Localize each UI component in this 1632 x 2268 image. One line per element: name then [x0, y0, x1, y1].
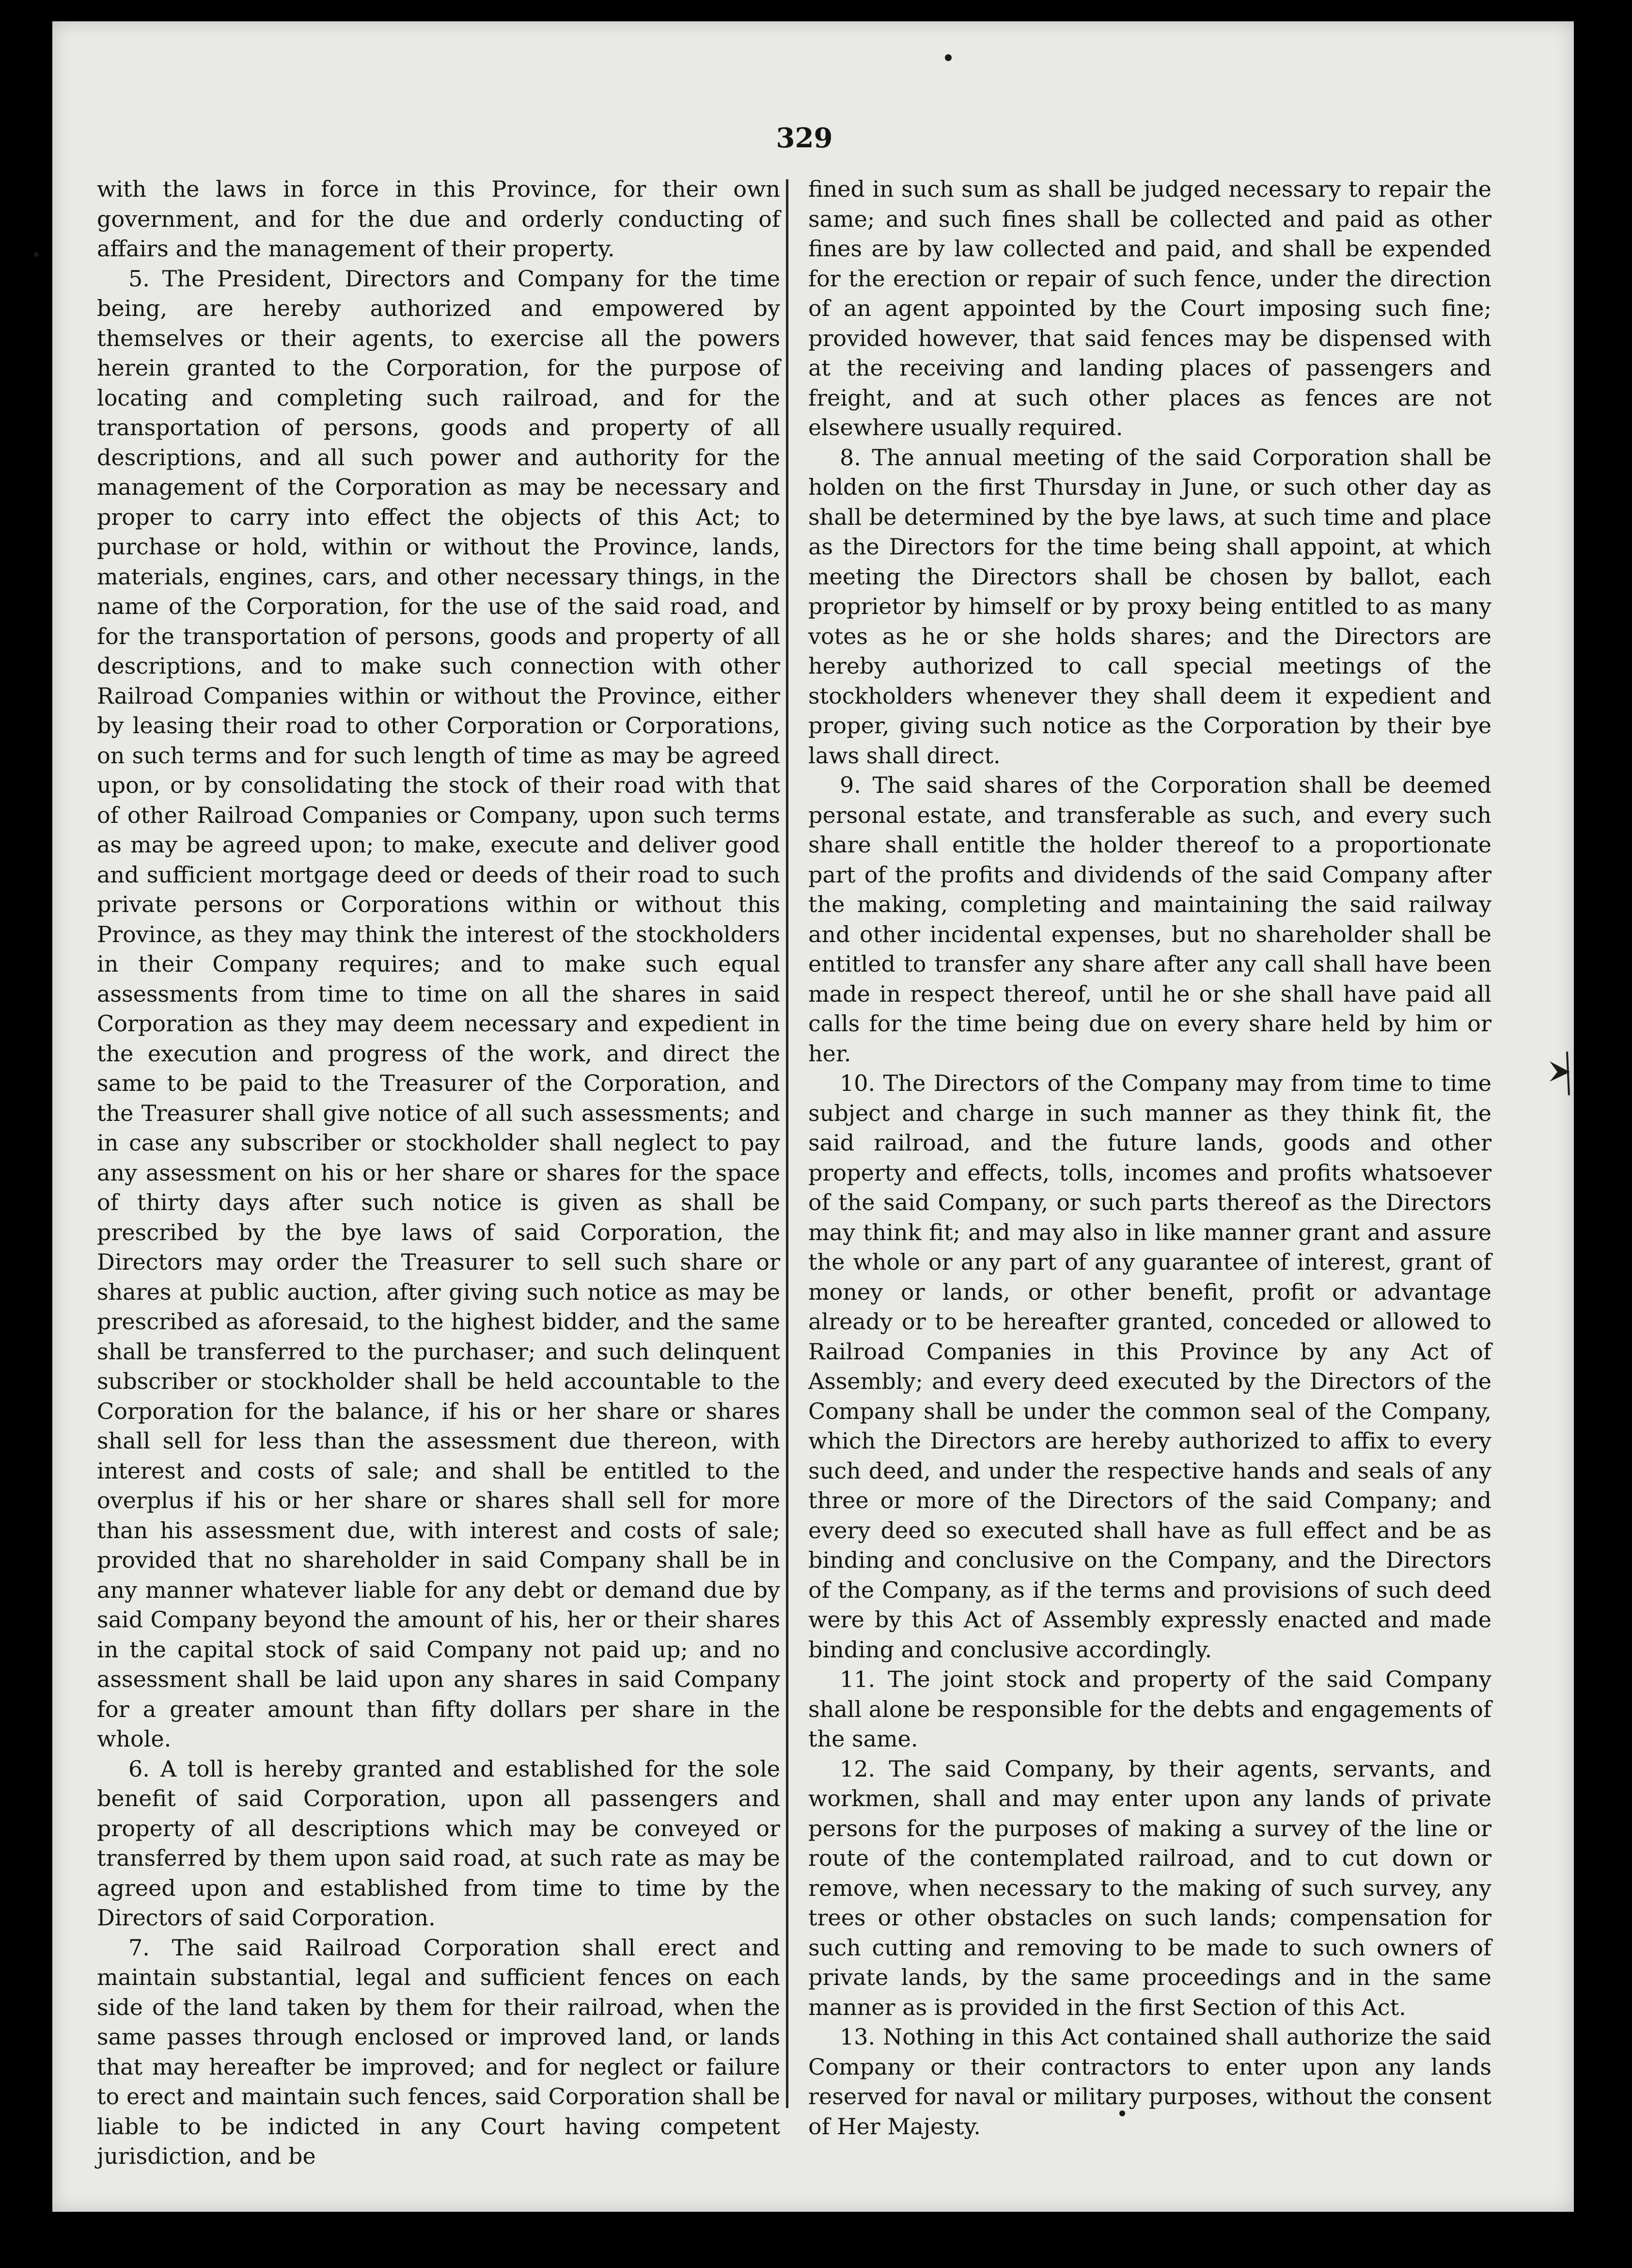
paragraph-continued: with the laws in force in this Province, for their own government, and for the due and orderly conducting of affairs and the management of their property. [97, 176, 780, 262]
paragraph-section-11: 11. The joint stock and property of the said Company shall alone be responsible for the debts and engagements of the same. [808, 1666, 1491, 1752]
right-column [808, 174, 1491, 2142]
paragraph-section-13: 13. Nothing in this Act contained shall authorize the said Company or their contractors to enter upon any lands reserved for naval or military purposes, without the consent of Her Majesty. [808, 2024, 1491, 2140]
paragraph-section-10: 10. The Directors of the Company may from time to time subject and charge in such manner as they think fit, the said railroad, and the future lands, goods and other property and effects, tolls, incomes and profits whatsoever of the said Company, or such parts thereof as the Directors may think fit; and may also in like manner grant and assure the whole or any part of any guarantee of interest, grant of money or lands, or other benefit, profit or advantage already or to be hereafter granted, conceded or allowed to Railroad Companies in this Province by any Act of Assembly; and every deed executed by the Directors of the Company shall be under the common seal of the Company, which the Directors are hereby authorized to affix to every such deed, and under the respective hands and seals of any three or more of the Directors of the said Company; and every deed so executed shall have as full effect and be as binding and conclusive on the Company, and the Directors of the Company, as if the terms and provisions of such deed were by this Act of Assembly expressly enacted and made binding and conclusive accordingly. [808, 1070, 1491, 1663]
ink-speck [1119, 2110, 1125, 2116]
paragraph-section-12: 12. The said Company, by their agents, servants, and workmen, shall and may enter upon any lands of private persons for the purposes of making a survey of the line or route of the contemplated railroad, and to cut down or remove, when necessary to the making of such survey, any trees or other obstacles on such lands; compensation for such cutting and removing to be made to such owners of private lands, by the same proceedings and in the same manner as is provided in the first Section of this Act. [808, 1755, 1491, 2020]
page-number: 329 [776, 122, 833, 154]
ink-speck [34, 252, 39, 257]
margin-mark-icon [1546, 1047, 1575, 1100]
ink-speck [945, 54, 952, 61]
paragraph-section-8: 8. The annual meeting of the said Corporation shall be holden on the first Thursday in June, or such other day as shall be determined by the bye laws, at such time and place as the Directors for the time being shall appoint, at which meeting the Directors shall be chosen by ballot, each proprietor by himself or by proxy being entitled to as many votes as he or she holds shares; and the Directors are hereby authorized to call special meetings of the stockholders whenever they shall deem it expedient and proper, giving such notice as the Corporation by their bye laws shall direct. [808, 444, 1491, 769]
paragraph-section-9: 9. The said shares of the Corporation shall be deemed personal estate, and transferable as such, and every such share shall entitle the holder thereof to a proportionate part of the profits and dividends of the said Company after the making, completing and maintaining the said railway and other incidental expenses, but no shareholder shall be entitled to transfer any share after any call shall have been made in respect thereof, until he or she shall have paid all calls for the time being due on every share held by him or her. [808, 772, 1491, 1067]
left-column [97, 174, 780, 2169]
column-divider [786, 179, 788, 2108]
paragraph-section-7: 7. The said Railroad Corporation shall erect and maintain substantial, legal and sufficient fences on each side of the land taken by them for their railroad, when the same passes through enclosed or improved land, or lands that may hereafter be improved; and for neglect or failure to erect and maintain such fences, said Corporation shall be liable to be indicted in any Court having competent jurisdiction, and be [97, 1934, 780, 2169]
paragraph-section-7-continued: fined in such sum as shall be judged necessary to repair the same; and such fines shall be collected and paid as other fines are by law collected and paid, and shall be expended for the erection or repair of such fence, under the direction of an agent appointed by the Court imposing such fine; provided however, that said fences may be dispensed with at the receiving and landing places of passengers and freight, and at such other places as fences are not elsewhere usually required. [808, 176, 1491, 441]
paragraph-section-6: 6. A toll is hereby granted and established for the sole benefit of said Corporation, upon all passengers and property of all descriptions which may be conveyed or transferred by them upon said road, at such rate as may be agreed upon and established from time to time by the Directors of said Corporation. [97, 1755, 780, 1931]
paragraph-section-5: 5. The President, Directors and Company for the time being, are hereby authorized and empowered by themselves or their agents, to exercise all the powers herein granted to the Corporation, for the purpose of locating and completing such railroad, and for the transportation of persons, goods and property of all descriptions, and all such power and authority for the management of the Corporation as may be necessary and proper to carry into effect the objects of this Act; to purchase or hold, within or without the Province, lands, materials, engines, cars, and other necessary things, in the name of the Corporation, for the use of the said road, and for the transportation of persons, goods and property of all descriptions, and to make such connection with other Railroad Companies within or without the Province, either by leasing their road to other Corporation or Corporations, on such terms and for such length of time as may be agreed upon, or by consolidating the stock of their road with that of other Railroad Companies or Company, upon such terms as may be agreed upon; to make, execute and deliver good and sufficient mortgage deed or deeds of their road to such private persons or Corporations within or without this Province, as they may think the interest of the stockholders in their Company requires; and to make such equal assessments from time to time on all the shares in said Corporation as they may deem necessary and expedient in the execution and progress of the work, and direct the same to be paid to the Treasurer of the Corporation, and the Treasurer shall give notice of all such assessments; and in case any subscriber or stockholder shall neglect to pay any assessment on his or her share or shares for the space of thirty days after such notice is given as shall be prescribed by the bye laws of said Corporation, the Directors may order the Treasurer to sell such share or shares at public auction, after giving such notice as may be prescribed as aforesaid, to the highest bidder, and the same shall be transferred to the purchaser; and such delinquent subscriber or stockholder shall be held accountable to the Corporation for the balance, if his or her share or shares shall sell for less than the assessment due thereon, with interest and costs of sale; and shall be entitled to the overplus if his or her share or shares shall sell for more than his assessment due, with interest and costs of sale; provided that no shareholder in said Company shall be in any manner whatever liable for any debt or demand due by said Company beyond the amount of his, her or their shares in the capital stock of said Company not paid up; and no assessment shall be laid upon any shares in said Company for a greater amount than fifty dollars per share in the whole. [97, 265, 780, 1752]
